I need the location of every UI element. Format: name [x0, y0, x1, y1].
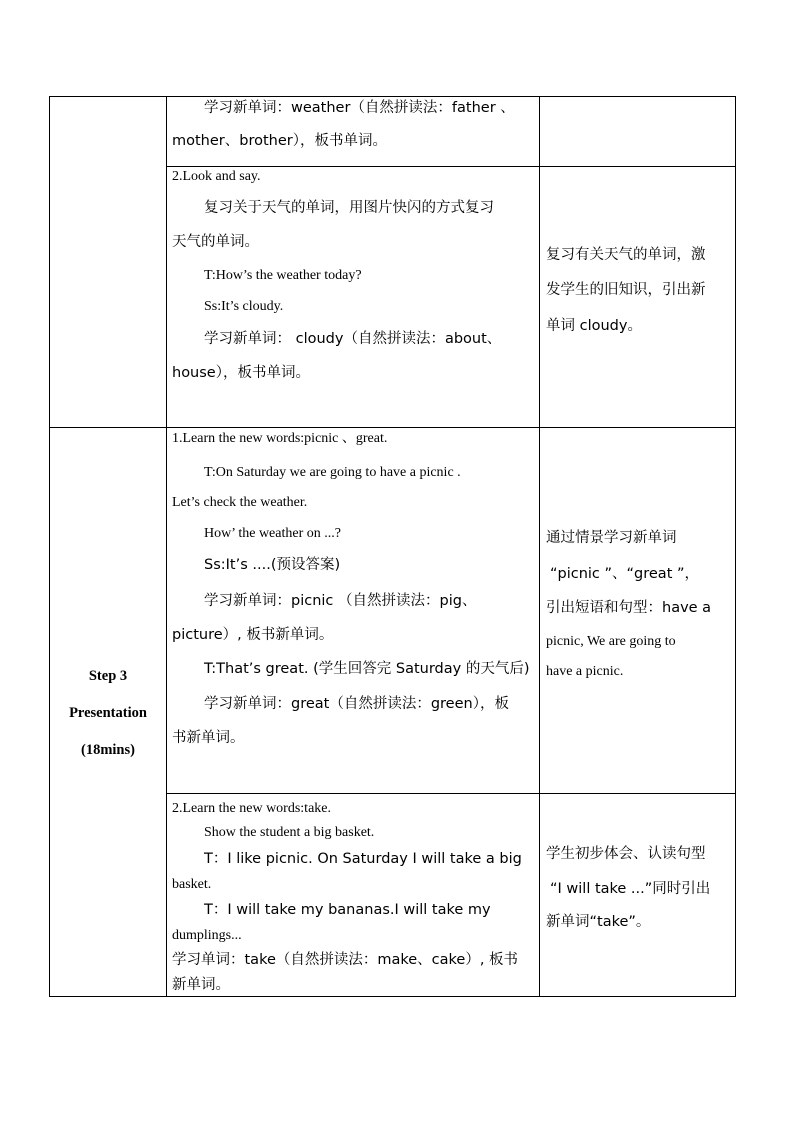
row3b-line-4: basket.: [172, 877, 212, 892]
row2-purpose-line-2: 发学生的旧知识，引出新: [546, 282, 706, 298]
row3b-line-5: T：I will take my bananas.I will take my: [204, 902, 491, 918]
row2-purpose-line-1: 复习有关天气的单词，激: [546, 247, 706, 263]
row3a-line-2: T:On Saturday we are going to have a picnic .: [204, 465, 461, 480]
row2-line-5: Ss:It’s cloudy.: [204, 299, 284, 314]
table-border-bottom: [49, 996, 736, 997]
row3a-line-10: 书新单词。: [172, 730, 245, 746]
row1-line-2: mother、brother），板书单词。: [172, 133, 387, 149]
row3b-purpose-line-2: “I will take ...”同时引出: [550, 881, 711, 897]
row3a-line-1: 1.Learn the new words:picnic 、great.: [172, 431, 388, 446]
row3a-purpose-line-5: have a picnic.: [546, 664, 624, 679]
step-time: (18mins): [81, 742, 135, 758]
row2-line-3: 天气的单词。: [172, 234, 259, 250]
row3a-line-6: 学习新单词：picnic （自然拼读法：pig、: [204, 593, 477, 609]
step-duration: [50, 741, 166, 759]
table-divider-col2: [539, 96, 540, 997]
row3a-line-3: Let’s check the weather.: [172, 495, 308, 510]
row2-purpose-line-3: 单词 cloudy。: [546, 318, 642, 334]
row1-line-1: 学习新单词：weather（自然拼读法：father 、: [204, 100, 515, 116]
step-number: Step 3: [88, 668, 128, 684]
row3a-line-5: Ss:It’s ....(预设答案): [204, 557, 341, 573]
row3b-line-1: 2.Learn the new words:take.: [172, 801, 331, 816]
row3a-line-8: T:That’s great. (学生回答完 Saturday 的天气后): [204, 661, 530, 677]
table-border-top: [49, 96, 736, 97]
table-border-left: [49, 96, 50, 997]
row2-line-4: T:How’s the weather today?: [204, 268, 362, 283]
table-border-right: [735, 96, 736, 997]
table-row-divider-2: [49, 427, 736, 428]
table-row-divider-3: [166, 793, 736, 794]
row3a-purpose-line-4: picnic, We are going to: [546, 634, 676, 649]
step-label: [50, 667, 166, 685]
table-divider-col1: [166, 96, 167, 997]
row3b-purpose-line-3: 新单词“take”。: [546, 914, 651, 930]
row3a-line-4: How’ the weather on ...?: [204, 526, 341, 541]
row3b-line-3: T：I like picnic. On Saturday I will take a big: [204, 851, 522, 867]
step-name: Presentation: [69, 705, 147, 721]
step-title: [50, 704, 166, 722]
row3a-line-7: picture）, 板书新单词。: [172, 627, 334, 643]
row3b-purpose-line-1: 学生初步体会、认读句型: [546, 846, 706, 862]
row3b-line-6: dumplings...: [172, 928, 242, 943]
row3a-purpose-line-1: 通过情景学习新单词: [546, 530, 677, 546]
row3b-line-2: Show the student a big basket.: [204, 825, 375, 840]
row3b-line-7: 学习单词：take（自然拼读法：make、cake）, 板书: [172, 952, 519, 968]
row2-line-2: 复习关于天气的单词，用图片快闪的方式复习: [204, 200, 494, 216]
row2-line-6: 学习新单词： cloudy（自然拼读法：about、: [204, 331, 502, 347]
row2-line-1: 2.Look and say.: [172, 169, 261, 184]
row3a-line-9: 学习新单词：great（自然拼读法：green），板: [204, 696, 509, 712]
row3a-purpose-line-2: “picnic ”、“great ”，: [550, 566, 700, 582]
row3b-line-8: 新单词。: [172, 977, 230, 993]
row2-line-7: house），板书单词。: [172, 365, 310, 381]
table-row-divider-1: [166, 166, 736, 167]
row3a-purpose-line-3: 引出短语和句型：have a: [546, 600, 712, 616]
